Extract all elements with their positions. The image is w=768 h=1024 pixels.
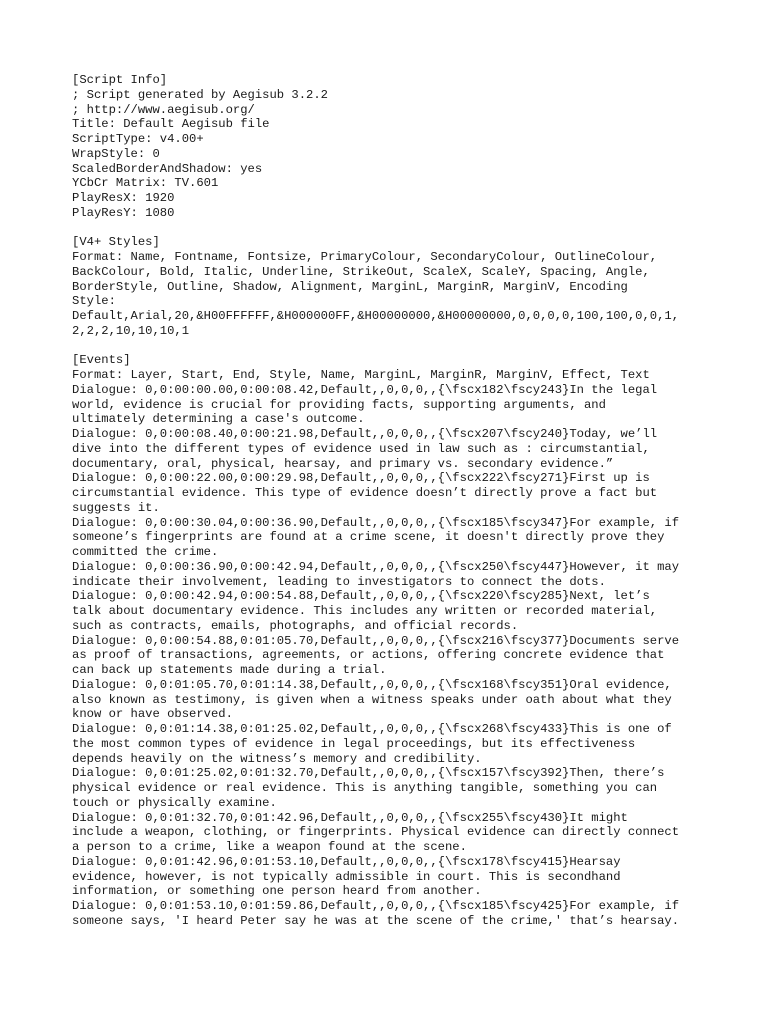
text-line: PlayResX: 1920 [72,191,175,205]
text-line: someone’s fingerprints are found at a crime scene, it doesn't directly prove they [72,530,665,545]
section-script-info [72,73,712,221]
text-line: talk about documentary evidence. This includes any written or recorded material, [72,604,658,618]
text-line: dive into the different types of evidence used in law such as : circumstantial, [72,441,650,456]
text-line: Dialogue: 0,0:01:53.10,0:01:59.86,Default,,0,0,0,,{\fscx185\fscy425}For example, if [72,899,680,913]
text-line: physical evidence or real evidence. This is anything tangible, something you can [72,781,658,795]
section-header-events: [Events] [72,353,131,368]
text-line: WrapStyle: 0 [72,146,160,161]
section-v4-styles [72,235,712,338]
text-line: Dialogue: 0,0:01:42.96,0:01:53.10,Default,,0,0,0,,{\fscx178\fscy415}Hearsay [72,854,621,869]
text-line: ; Script generated by Aegisub 3.2.2 [72,87,328,102]
text-line: Dialogue: 0,0:01:05.70,0:01:14.38,Default,,0,0,0,,{\fscx168\fscy351}Oral evidence, [72,677,672,692]
text-line: can back up statements made during a trial. [72,663,387,677]
text-line: depends heavily on the witness’s memory and credibility. [72,751,482,766]
text-line: as proof of transactions, agreements, or actions, offering concrete evidence that [72,648,665,663]
text-line: Format: Name, Fontname, Fontsize, PrimaryColour, SecondaryColour, OutlineColour, [72,250,658,264]
text-line: suggests it. [72,500,160,515]
section-events [72,353,712,928]
text-line: know or have observed. [72,707,233,722]
text-line: the most common types of evidence in legal proceedings, but its effectiveness [72,736,636,751]
text-line: also known as testimony, is given when a witness speaks under oath about what they [72,692,672,707]
text-line: Title: Default Aegisub file [72,117,270,132]
text-line: Dialogue: 0,0:00:00.00,0:00:08.42,Default,,0,0,0,,{\fscx182\fscy243}In the legal [72,382,658,397]
text-line: Dialogue: 0,0:00:36.90,0:00:42.94,Default,,0,0,0,,{\fscx250\fscy447}However, it may [72,559,680,574]
text-line: Dialogue: 0,0:00:54.88,0:01:05.70,Default,,0,0,0,,{\fscx216\fscy377}Documents serve [72,633,680,648]
text-line: ScriptType: v4.00+ [72,132,204,146]
text-line: Dialogue: 0,0:00:42.94,0:00:54.88,Default,,0,0,0,,{\fscx220\fscy285}Next, let’s [72,589,650,604]
text-line: world, evidence is crucial for providing facts, supporting arguments, and [72,397,606,412]
text-line: Style: [72,294,116,309]
text-line: committed the crime. [72,545,219,559]
text-line: ; http://www.aegisub.org/ [72,102,255,117]
text-line: touch or physically examine. [72,795,277,810]
text-line: ScaledBorderAndShadow: yes [72,161,263,176]
text-line: 2,2,2,10,10,10,1 [72,323,190,338]
text-line: Dialogue: 0,0:01:32.70,0:01:42.96,Default,,0,0,0,,{\fscx255\fscy430}It might [72,810,628,825]
text-line: Dialogue: 0,0:01:25.02,0:01:32.70,Default,,0,0,0,,{\fscx157\fscy392}Then, there’s [72,766,665,781]
text-line: information, or something one person heard from another. [72,884,482,899]
section-header-v4-styles: [V4+ Styles] [72,235,160,250]
text-line: Format: Layer, Start, End, Style, Name, MarginL, MarginR, MarginV, Effect, Text [72,368,650,382]
text-line: documentary, oral, physical, hearsay, and primary vs. secondary evidence.” [72,456,614,471]
section-header-script-info: [Script Info] [72,73,168,87]
text-line: a person to a crime, like a weapon found at the scene. [72,840,467,854]
blank-line [72,221,712,236]
text-line: Dialogue: 0,0:00:22.00,0:00:29.98,Default,,0,0,0,,{\fscx222\fscy271}First up is [72,471,650,486]
text-line: ultimately determining a case's outcome. [72,412,365,427]
text-line: Dialogue: 0,0:00:30.04,0:00:36.90,Default,,0,0,0,,{\fscx185\fscy347}For example, if [72,515,680,530]
text-line: PlayResY: 1080 [72,205,175,220]
text-line: such as contracts, emails, photographs, and official records. [72,618,519,633]
text-line: Default,Arial,20,&H00FFFFFF,&H000000FF,&H00000000,&H00000000,0,0,0,0,100,100,0,0,1, [72,309,680,323]
text-line: evidence, however, is not typically admissible in court. This is secondhand [72,869,621,884]
text-line: YCbCr Matrix: TV.601 [72,176,219,191]
text-line: BackColour, Bold, Italic, Underline, StrikeOut, ScaleX, ScaleY, Spacing, Angle, [72,264,650,279]
text-line: indicate their involvement, leading to investigators to connect the dots. [72,574,606,589]
text-line: Dialogue: 0,0:00:08.40,0:00:21.98,Default,,0,0,0,,{\fscx207\fscy240}Today, we’ll [72,427,658,441]
text-line: circumstantial evidence. This type of evidence doesn’t directly prove a fact but [72,486,658,500]
text-line: someone says, 'I heard Peter say he was at the scene of the crime,' that’s hearsay. [72,913,680,928]
blank-line [72,339,712,354]
text-line: BorderStyle, Outline, Shadow, Alignment, MarginL, MarginR, MarginV, Encoding [72,279,628,294]
document-page [72,73,712,929]
text-line: include a weapon, clothing, or fingerprints. Physical evidence can directly connect [72,825,680,840]
text-line: Dialogue: 0,0:01:14.38,0:01:25.02,Default,,0,0,0,,{\fscx268\fscy433}This is one of [72,722,672,736]
